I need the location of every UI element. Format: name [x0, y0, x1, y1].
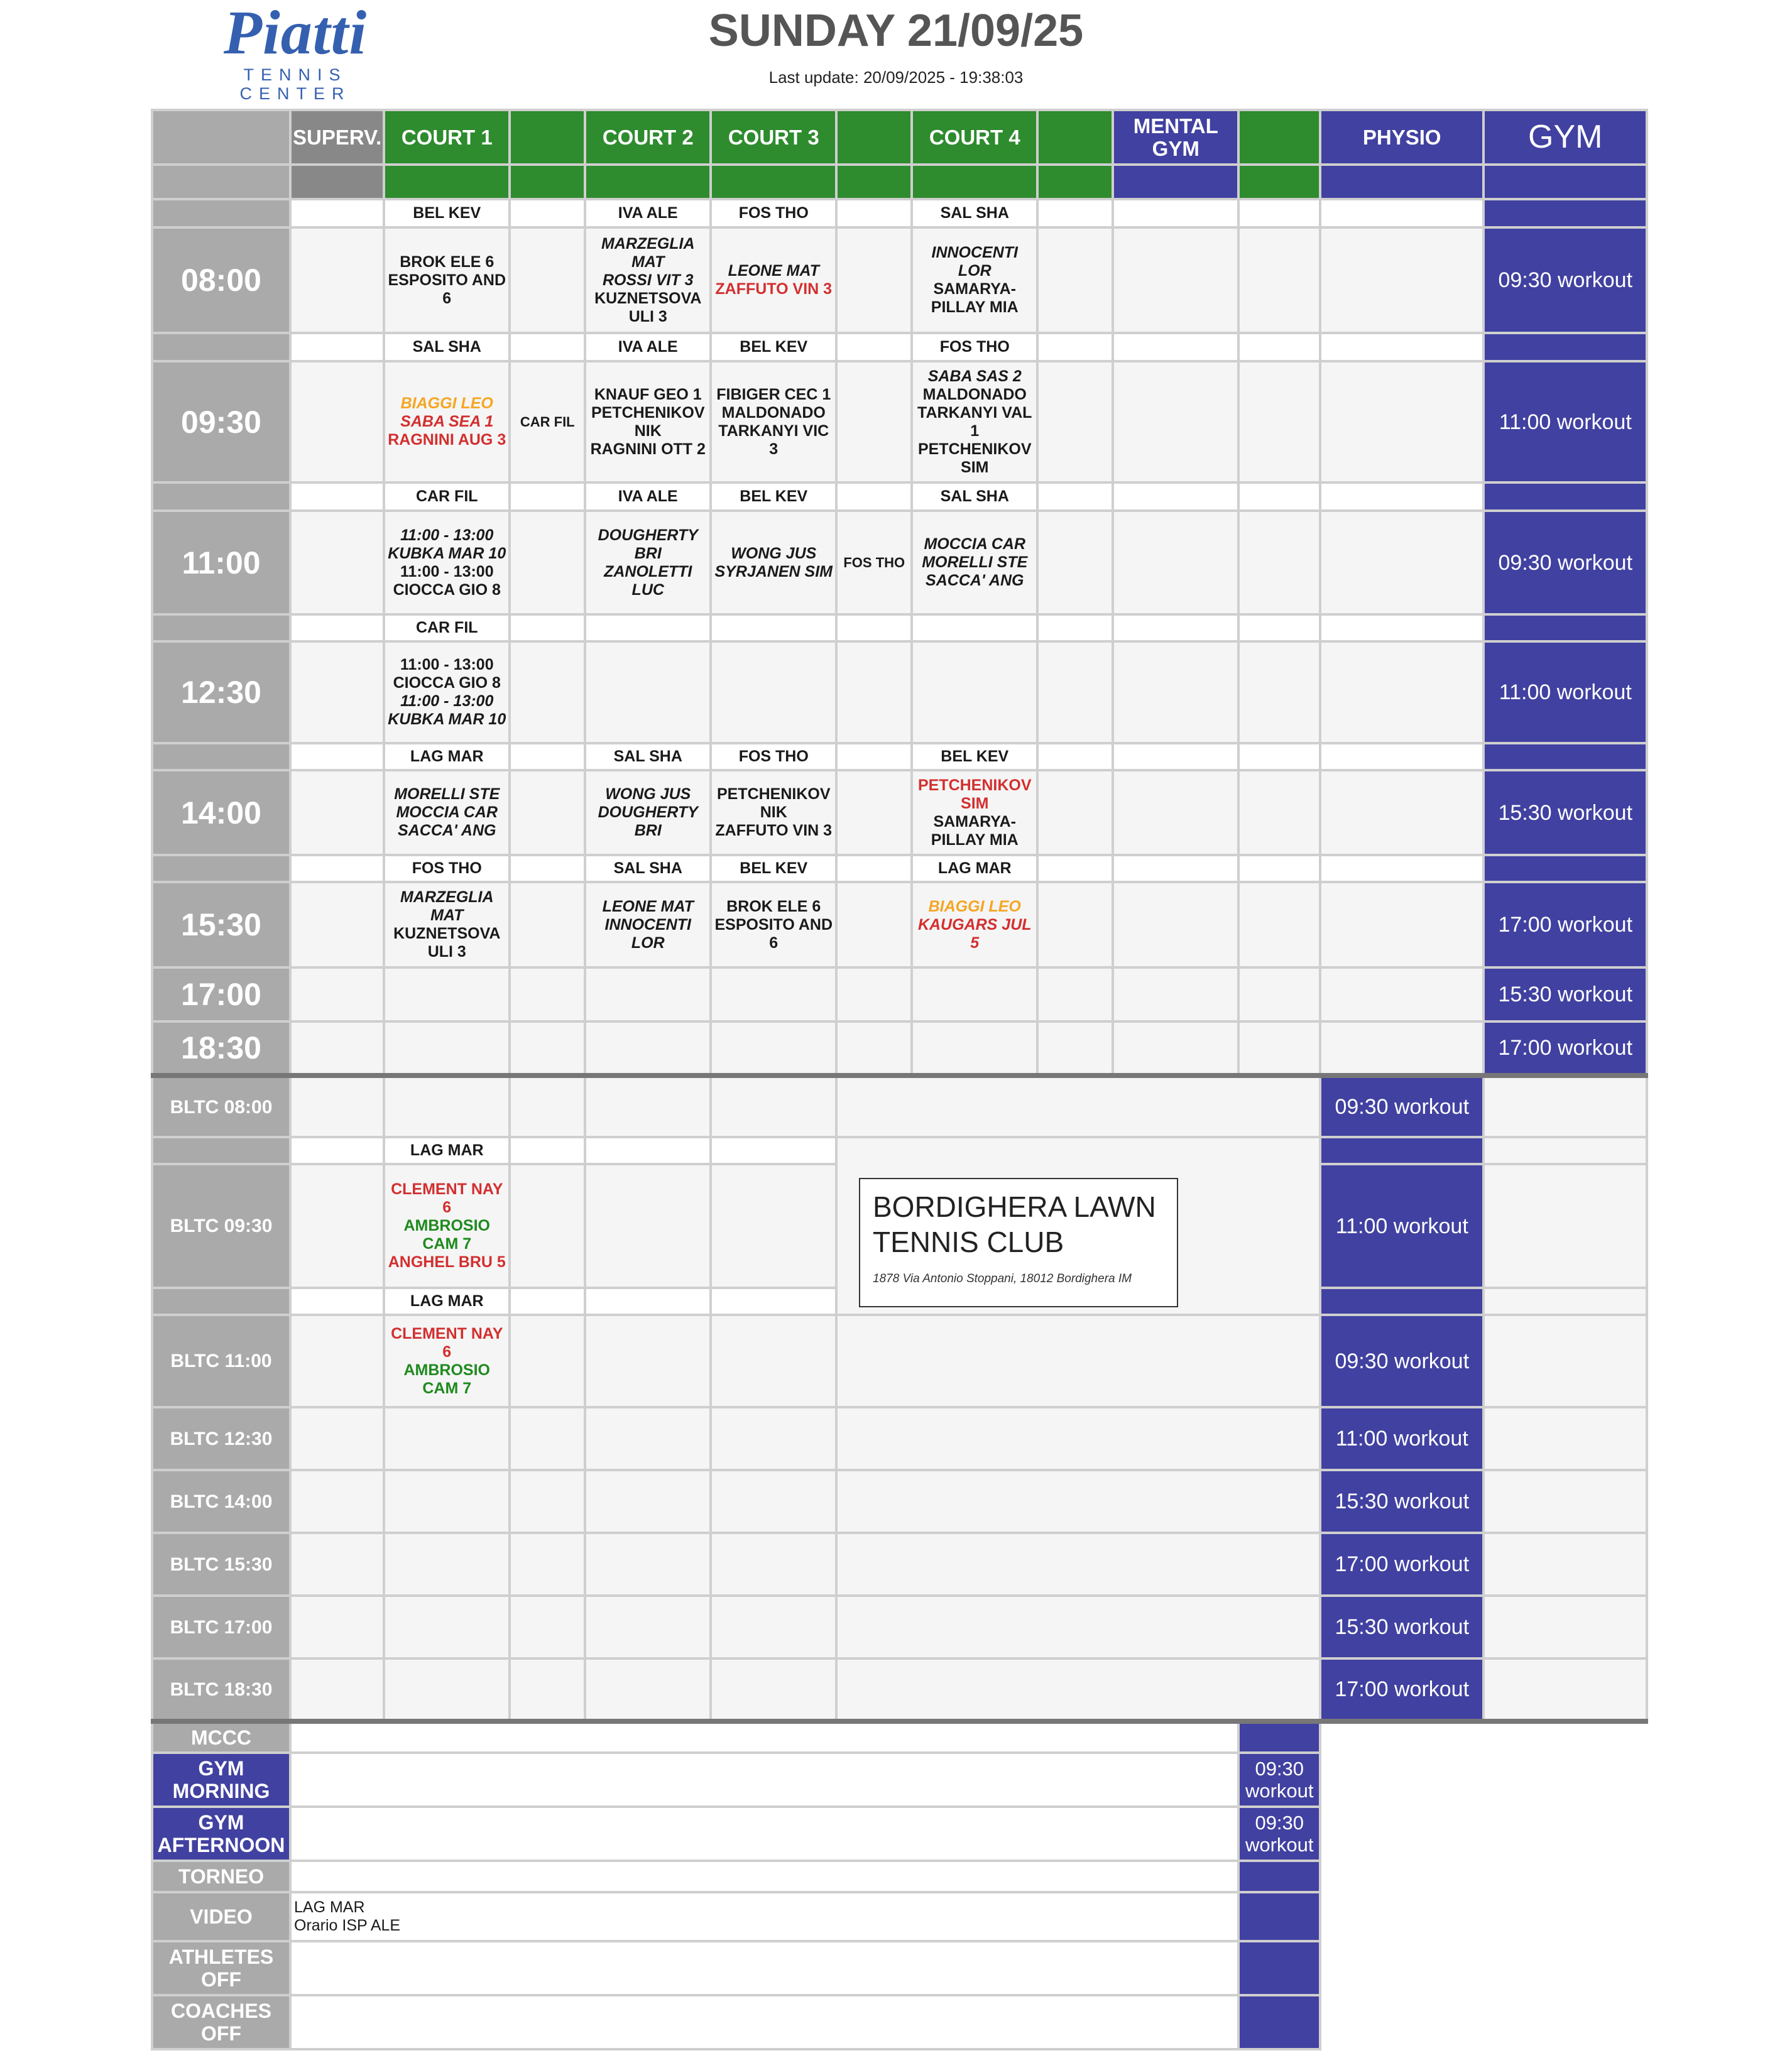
supervisor-cell: SAL SHA [912, 482, 1037, 511]
supervisor-cell: LAG MAR [384, 1288, 510, 1315]
supervisor-cell: LAG MAR [384, 743, 510, 770]
time-label: 15:30 [152, 882, 290, 967]
slot-row-0800 [152, 227, 1647, 333]
torneo-label: TORNEO [152, 1861, 290, 1892]
mccc-label: MCCC [152, 1721, 290, 1753]
court-2-cell[interactable]: MARZEGLIA MAT ROSSI VIT 3 KUZNETSOVA ULI 3 [585, 227, 711, 333]
supervisor-row [152, 482, 1647, 511]
supervisor-cell: BEL KEV [711, 333, 836, 361]
bltc-club-address: 1878 Via Antonio Stoppani, 18012 Bordighera IM [873, 1272, 1132, 1285]
supervisor-cell: CAR FIL [384, 614, 510, 641]
bltc-time-label: BLTC 12:30 [152, 1407, 290, 1470]
physio-cell[interactable]: 15:30 workout [1320, 1596, 1483, 1658]
supervisor-row [152, 855, 1647, 882]
bltc-row-0800 [152, 1076, 1647, 1137]
supervisor-cell: CAR FIL [384, 482, 510, 511]
bltc-row-1830 [152, 1658, 1647, 1721]
gym-morning-label: GYM MORNING [152, 1753, 290, 1807]
gym-afternoon-label: GYM AFTERNOON [152, 1807, 290, 1861]
bltc-row-1230 [152, 1407, 1647, 1470]
gym-cell[interactable]: 11:00 workout [1483, 641, 1647, 743]
bltc-row-1700 [152, 1596, 1647, 1658]
time-label: 12:30 [152, 641, 290, 743]
court-2-cell[interactable]: WONG JUS DOUGHERTY BRI [585, 770, 711, 855]
court-1-extra-cell[interactable]: CAR FIL [510, 361, 585, 482]
header-court-3: COURT 3 [711, 110, 836, 165]
physio-cell[interactable]: 09:30 workout [1320, 1076, 1483, 1137]
bltc-time-label: BLTC 15:30 [152, 1533, 290, 1596]
header-physio: PHYSIO [1320, 110, 1483, 165]
supervisor-cell: SAL SHA [585, 743, 711, 770]
gym-afternoon-value[interactable]: 09:30 workout [1238, 1807, 1320, 1861]
header-gym: GYM [1483, 110, 1647, 165]
logo-wordmark: Piatti [223, 0, 368, 67]
gym-cell[interactable]: 11:00 workout [1483, 361, 1647, 482]
page-title: SUNDAY 21/09/25 [708, 6, 1084, 56]
slot-row-1830 [152, 1021, 1647, 1076]
gym-cell[interactable]: 17:00 workout [1483, 1021, 1647, 1076]
court-1-cell[interactable]: MARZEGLIA MAT KUZNETSOVA ULI 3 [384, 882, 510, 967]
slot-row-1530 [152, 882, 1647, 967]
mccc-row [152, 1721, 1647, 1753]
court-3-cell[interactable]: FIBIGER CEC 1 MALDONADO TARKANYI VIC 3 [711, 361, 836, 482]
supervisor-cell: SAL SHA [585, 855, 711, 882]
physio-cell[interactable]: 17:00 workout [1320, 1658, 1483, 1721]
supervisor-row [152, 199, 1647, 227]
bltc-info-box [859, 1178, 1178, 1307]
header-court-2: COURT 2 [585, 110, 711, 165]
bltc-row-1400 [152, 1470, 1647, 1533]
physio-cell[interactable]: 09:30 workout [1320, 1315, 1483, 1407]
bltc-time-label: BLTC 11:00 [152, 1315, 290, 1407]
supervisor-cell: BEL KEV [912, 743, 1037, 770]
supervisor-cell: FOS THO [711, 199, 836, 227]
time-label: 18:30 [152, 1021, 290, 1076]
court-4-cell[interactable]: MOCCIA CAR MORELLI STE SACCA' ANG [912, 511, 1037, 614]
header-court-1: COURT 1 [384, 110, 510, 165]
supervisor-cell: FOS THO [384, 855, 510, 882]
gym-cell[interactable]: 09:30 workout [1483, 227, 1647, 333]
court-3-cell[interactable]: BROK ELE 6 ESPOSITO AND 6 [711, 882, 836, 967]
gym-cell[interactable]: 09:30 workout [1483, 511, 1647, 614]
header-court-1-extra [510, 110, 585, 165]
supervisor-cell: IVA ALE [585, 333, 711, 361]
supervisor-cell: SAL SHA [384, 333, 510, 361]
court-1-cell[interactable]: 11:00 - 13:00 CIOCCA GIO 8 11:00 - 13:00 KUBKA MAR 10 [384, 641, 510, 743]
court-3-cell[interactable]: WONG JUS SYRJANEN SIM [711, 511, 836, 614]
supervisor-cell: FOS THO [711, 743, 836, 770]
time-label: 09:30 [152, 361, 290, 482]
bltc-row-1100 [152, 1315, 1647, 1407]
schedule-grid [151, 109, 1648, 2050]
supervisor-cell: BEL KEV [711, 855, 836, 882]
court-3-cell[interactable]: PETCHENIKOV NIK ZAFFUTO VIN 3 [711, 770, 836, 855]
bltc-time-label: BLTC 09:30 [152, 1164, 290, 1288]
gym-morning-value[interactable]: 09:30 workout [1238, 1753, 1320, 1807]
supervisor-cell: BEL KEV [711, 482, 836, 511]
time-label: 11:00 [152, 511, 290, 614]
supervisor-cell: FOS THO [912, 333, 1037, 361]
supervisor-row [152, 333, 1647, 361]
bltc-row-1530 [152, 1533, 1647, 1596]
physio-cell[interactable]: 11:00 workout [1320, 1407, 1483, 1470]
court-1-cell[interactable]: CLEMENT NAY 6 AMBROSIO CAM 7 ANGHEL BRU 5 [384, 1164, 510, 1288]
physio-cell[interactable]: 17:00 workout [1320, 1533, 1483, 1596]
court-1-cell[interactable]: MORELLI STE MOCCIA CAR SACCA' ANG [384, 770, 510, 855]
header-corner [152, 110, 290, 165]
court-4-cell[interactable]: BIAGGI LEO KAUGARS JUL 5 [912, 882, 1037, 967]
supervisor-row [152, 743, 1647, 770]
court-2-cell[interactable]: DOUGHERTY BRI ZANOLETTI LUC [585, 511, 711, 614]
supervisor-cell: LAG MAR [384, 1137, 510, 1164]
header-mental-gym: MENTAL GYM [1113, 110, 1238, 165]
last-update: Last update: 20/09/2025 - 19:38:03 [768, 68, 1024, 87]
header-subrow [152, 165, 1647, 199]
court-3-cell[interactable]: LEONE MAT ZAFFUTO VIN 3 [711, 227, 836, 333]
gym-cell[interactable]: 15:30 workout [1483, 967, 1647, 1021]
court-1-cell[interactable]: 11:00 - 13:00 KUBKA MAR 10 11:00 - 13:00 CIOCCA GIO 8 [384, 511, 510, 614]
video-label: VIDEO [152, 1892, 290, 1941]
time-label: 08:00 [152, 227, 290, 333]
slot-row-0930 [152, 361, 1647, 482]
court-2-cell[interactable]: KNAUF GEO 1 PETCHENIKOV NIK RAGNINI OTT 2 [585, 361, 711, 482]
supervisor-row [152, 1137, 1647, 1164]
court-4-cell[interactable]: SABA SAS 2 MALDONADO TARKANYI VAL 1 PETCHENIKOV SIM [912, 361, 1037, 482]
header-court-3-extra [836, 110, 912, 165]
time-label: 17:00 [152, 967, 290, 1021]
court-1-cell[interactable]: BIAGGI LEO SABA SEA 1 RAGNINI AUG 3 [384, 361, 510, 482]
time-label: 14:00 [152, 770, 290, 855]
bltc-time-label: BLTC 17:00 [152, 1596, 290, 1658]
supervisor-row [152, 614, 1647, 641]
video-cell[interactable]: LAG MAR Orario ISP ALE [290, 1892, 1238, 1941]
gym-cell[interactable]: 17:00 workout [1483, 882, 1647, 967]
bltc-time-label: BLTC 08:00 [152, 1076, 290, 1137]
header-court-4: COURT 4 [912, 110, 1037, 165]
bltc-club-name: BORDIGHERA LAWN TENNIS CLUB [873, 1190, 1156, 1258]
coaches-off-label: COACHES OFF [152, 1995, 290, 2049]
supervisor-cell: LAG MAR [912, 855, 1037, 882]
court-4-cell[interactable]: INNOCENTI LOR SAMARYA-PILLAY MIA [912, 227, 1037, 333]
physio-cell[interactable]: 11:00 workout [1320, 1164, 1483, 1288]
header-extra [1238, 110, 1320, 165]
supervisor-cell: SAL SHA [912, 199, 1037, 227]
supervisor-cell: IVA ALE [585, 482, 711, 511]
logo-subtitle: TENNIS CENTER [239, 65, 351, 103]
physio-cell[interactable]: 15:30 workout [1320, 1470, 1483, 1533]
court-2-cell[interactable]: LEONE MAT INNOCENTI LOR [585, 882, 711, 967]
slot-row-1400 [152, 770, 1647, 855]
header-court-4-extra [1037, 110, 1113, 165]
bltc-time-label: BLTC 14:00 [152, 1470, 290, 1533]
supervisor-cell: BEL KEV [384, 199, 510, 227]
gym-cell[interactable]: 15:30 workout [1483, 770, 1647, 855]
bltc-time-label: BLTC 18:30 [152, 1658, 290, 1721]
court-3-extra-cell[interactable]: FOS THO [836, 511, 912, 614]
header-row [152, 110, 1647, 165]
slot-row-1700 [152, 967, 1647, 1021]
slot-row-1100 [152, 511, 1647, 614]
court-1-cell[interactable]: BROK ELE 6 ESPOSITO AND 6 [384, 227, 510, 333]
slot-row-1230 [152, 641, 1647, 743]
court-4-cell[interactable]: PETCHENIKOV SIM SAMARYA-PILLAY MIA [912, 770, 1037, 855]
court-1-cell[interactable]: CLEMENT NAY 6 AMBROSIO CAM 7 [384, 1315, 510, 1407]
header-superv: SUPERV. [290, 110, 384, 165]
athletes-off-label: ATHLETES OFF [152, 1941, 290, 1995]
supervisor-cell: IVA ALE [585, 199, 711, 227]
